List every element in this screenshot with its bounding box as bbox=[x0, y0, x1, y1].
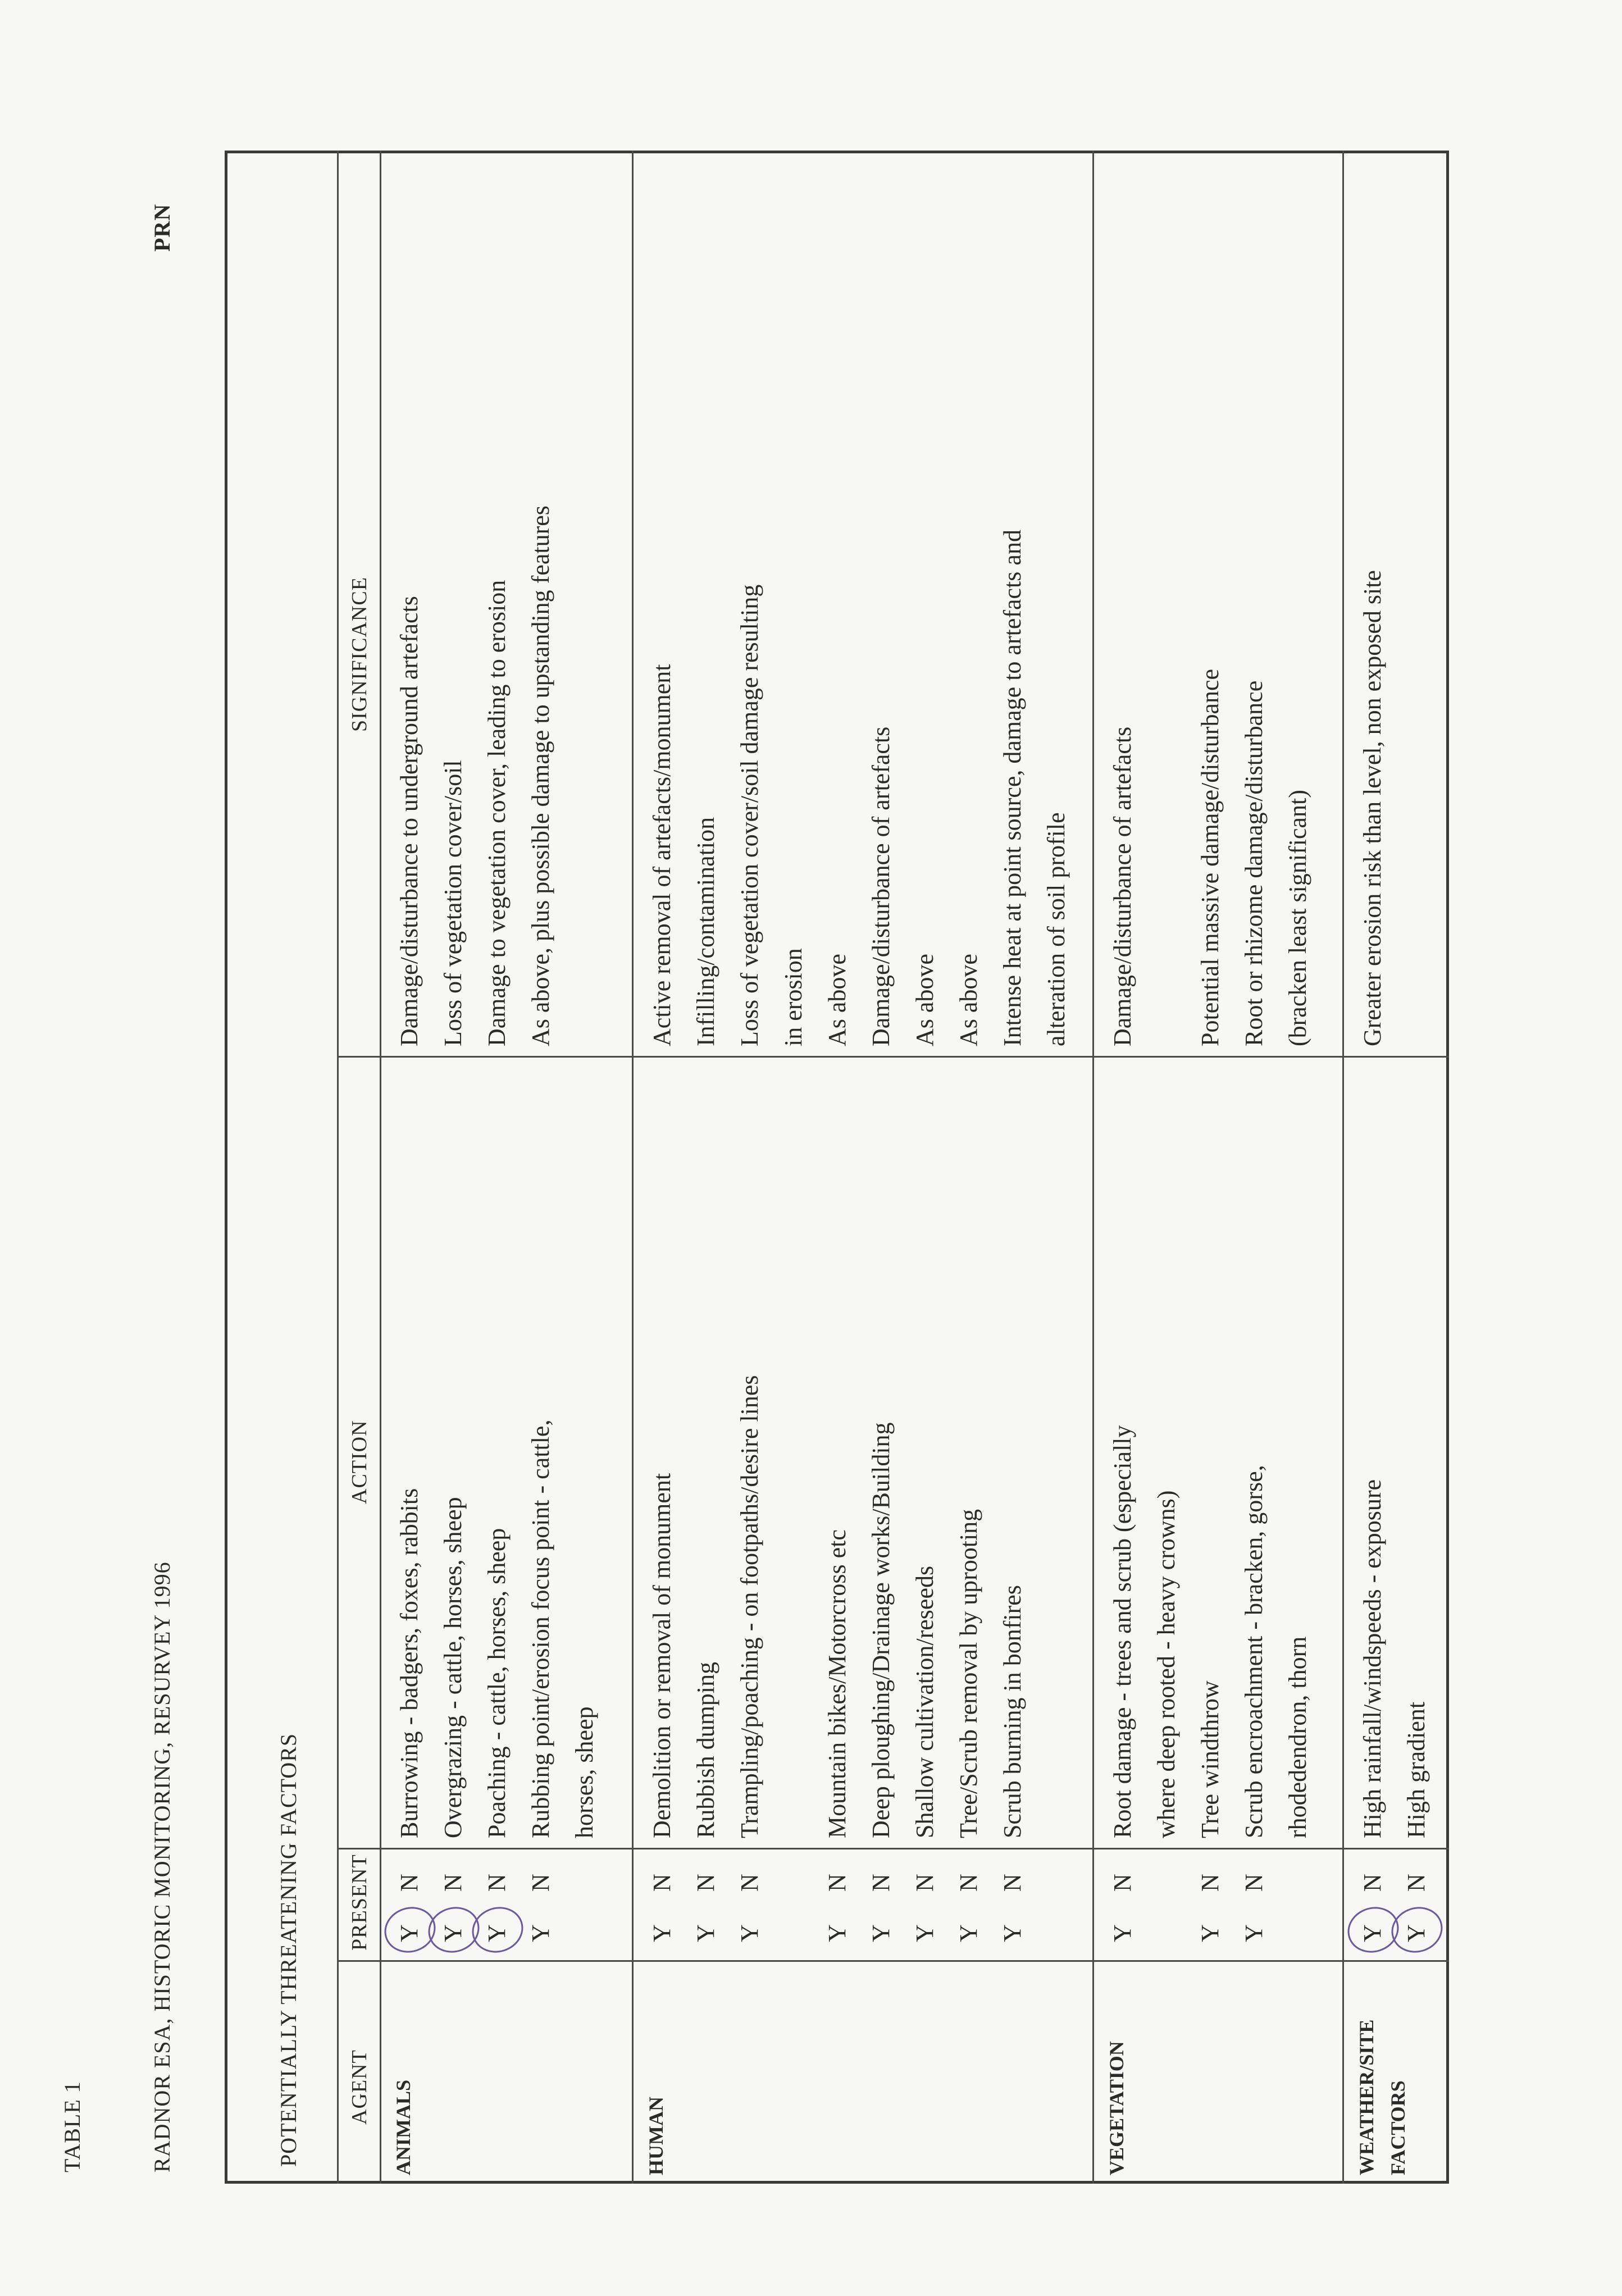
significance-text: Potential massive damage/disturbance bbox=[1196, 668, 1224, 1046]
header-bottom-rule bbox=[380, 151, 381, 2184]
action-text: Trampling/poaching - on footpaths/desire lines bbox=[736, 1375, 763, 1838]
present-no: N bbox=[1240, 1874, 1268, 1892]
significance-text: As above, plus possible damage to upstanding features bbox=[527, 505, 554, 1046]
present-yes: Y bbox=[692, 1924, 719, 1942]
significance-text: Infilling/contamination bbox=[692, 817, 719, 1046]
agent-label-vegetation: VEGETATION bbox=[1105, 2041, 1128, 2175]
action-text: Scrub encroachment - bracken, gorse, rhodedendron, thorn bbox=[1240, 1465, 1311, 1838]
present-no: N bbox=[692, 1874, 719, 1892]
present-yes: Y bbox=[1196, 1924, 1224, 1942]
table-caption: POTENTIALLY THREATENING FACTORS bbox=[276, 1733, 301, 2167]
significance-text: Damage/disturbance of artefacts bbox=[867, 726, 895, 1046]
present-yes: Y bbox=[736, 1924, 763, 1942]
column-header-present: PRESENT bbox=[348, 1854, 371, 1951]
present-no: N bbox=[439, 1874, 467, 1892]
agent-label-animals: ANIMALS bbox=[392, 2079, 414, 2175]
action-text: Rubbing point/erosion focus point - cattle, horses, sheep bbox=[527, 1419, 598, 1838]
present-yes: Y bbox=[1402, 1924, 1430, 1942]
action-text: High rainfall/windspeeds - exposure bbox=[1359, 1479, 1386, 1838]
document-title: RADNOR ESA, HISTORIC MONITORING, RESURVEY 1996 bbox=[149, 1561, 175, 2172]
table-number: TABLE 1 bbox=[60, 2081, 85, 2172]
present-no: N bbox=[1402, 1874, 1430, 1892]
significance-text: Intense heat at point source, damage to artefacts and alteration of soil profile bbox=[999, 530, 1070, 1046]
action-text: High gradient bbox=[1402, 1701, 1430, 1838]
prn-label: PRN bbox=[149, 203, 175, 252]
action-text: Burrowing - badgers, foxes, rabbits bbox=[395, 1488, 423, 1838]
present-yes: Y bbox=[1240, 1924, 1268, 1942]
significance-text: As above bbox=[955, 954, 982, 1046]
significance-text: Root or rhizome damage/disturbance (bracken least significant) bbox=[1240, 680, 1311, 1046]
present-no: N bbox=[867, 1874, 895, 1892]
action-text: Shallow cultivation/reseeds bbox=[911, 1565, 938, 1838]
present-yes: Y bbox=[1359, 1924, 1386, 1942]
action-text: Deep ploughing/Drainage works/Building bbox=[867, 1422, 895, 1838]
present-yes: Y bbox=[823, 1924, 851, 1942]
present-no: N bbox=[911, 1874, 938, 1892]
significance-text: Active removal of artefacts/monument bbox=[648, 664, 676, 1046]
significance-text: As above bbox=[823, 954, 851, 1046]
significance-text: Greater erosion risk than level, non exposed site bbox=[1359, 570, 1386, 1046]
present-no: N bbox=[999, 1874, 1026, 1892]
present-yes: Y bbox=[439, 1924, 467, 1942]
present-no: N bbox=[483, 1874, 511, 1892]
present-no: N bbox=[395, 1874, 423, 1892]
present-no: N bbox=[955, 1874, 982, 1892]
present-yes: Y bbox=[999, 1924, 1026, 1942]
significance-text: Damage/disturbance of artefacts bbox=[1109, 726, 1136, 1046]
present-no: N bbox=[527, 1874, 554, 1892]
present-yes: Y bbox=[867, 1924, 895, 1942]
action-text: Mountain bikes/Motorcross etc bbox=[823, 1529, 851, 1838]
present-no: N bbox=[1359, 1874, 1386, 1892]
present-no: N bbox=[1109, 1874, 1136, 1892]
present-no: N bbox=[823, 1874, 851, 1892]
present-no: N bbox=[648, 1874, 676, 1892]
present-yes: Y bbox=[527, 1924, 554, 1942]
action-text: Root damage - trees and scrub (especially where deep rooted - heavy crowns) bbox=[1109, 1425, 1180, 1838]
action-text: Scrub burning in bonfires bbox=[999, 1585, 1026, 1838]
present-yes: Y bbox=[911, 1924, 938, 1942]
present-no: N bbox=[1196, 1874, 1224, 1892]
column-header-action: ACTION bbox=[348, 1420, 371, 1504]
significance-text: Damage to vegetation cover, leading to erosion bbox=[483, 580, 511, 1046]
action-text: Demolition or removal of monument bbox=[648, 1473, 676, 1838]
action-text: Tree windthrow bbox=[1196, 1680, 1224, 1838]
column-divider bbox=[337, 1056, 1449, 1058]
present-no: N bbox=[736, 1874, 763, 1892]
significance-text: Loss of vegetation cover/soil bbox=[439, 760, 467, 1046]
header-top-rule bbox=[337, 151, 339, 2184]
significance-text: Damage/disturbance to underground artefacts bbox=[395, 596, 423, 1046]
present-yes: Y bbox=[395, 1924, 423, 1942]
agent-label-human: HUMAN bbox=[645, 2097, 667, 2175]
column-divider bbox=[337, 1848, 1449, 1849]
group-separator bbox=[1342, 151, 1344, 2184]
present-yes: Y bbox=[648, 1924, 676, 1942]
column-divider bbox=[337, 1960, 1449, 1962]
present-yes: Y bbox=[1109, 1924, 1136, 1942]
agent-label-weather-site-factors: WEATHER/SITE FACTORS bbox=[1355, 2019, 1409, 2175]
present-yes: Y bbox=[483, 1924, 511, 1942]
significance-text: Loss of vegetation cover/soil damage resulting in erosion bbox=[736, 584, 807, 1046]
group-separator bbox=[1092, 151, 1094, 2184]
significance-text: As above bbox=[911, 954, 938, 1046]
action-text: Tree/Scrub removal by uprooting bbox=[955, 1509, 982, 1838]
action-text: Rubbish dumping bbox=[692, 1661, 719, 1838]
column-header-significance: SIGNIFICANCE bbox=[348, 577, 371, 732]
action-text: Overgrazing - cattle, horses, sheep bbox=[439, 1497, 467, 1838]
column-header-agent: AGENT bbox=[348, 2049, 371, 2125]
present-yes: Y bbox=[955, 1924, 982, 1942]
action-text: Poaching - cattle, horses, sheep bbox=[483, 1528, 511, 1838]
group-separator bbox=[632, 151, 634, 2184]
